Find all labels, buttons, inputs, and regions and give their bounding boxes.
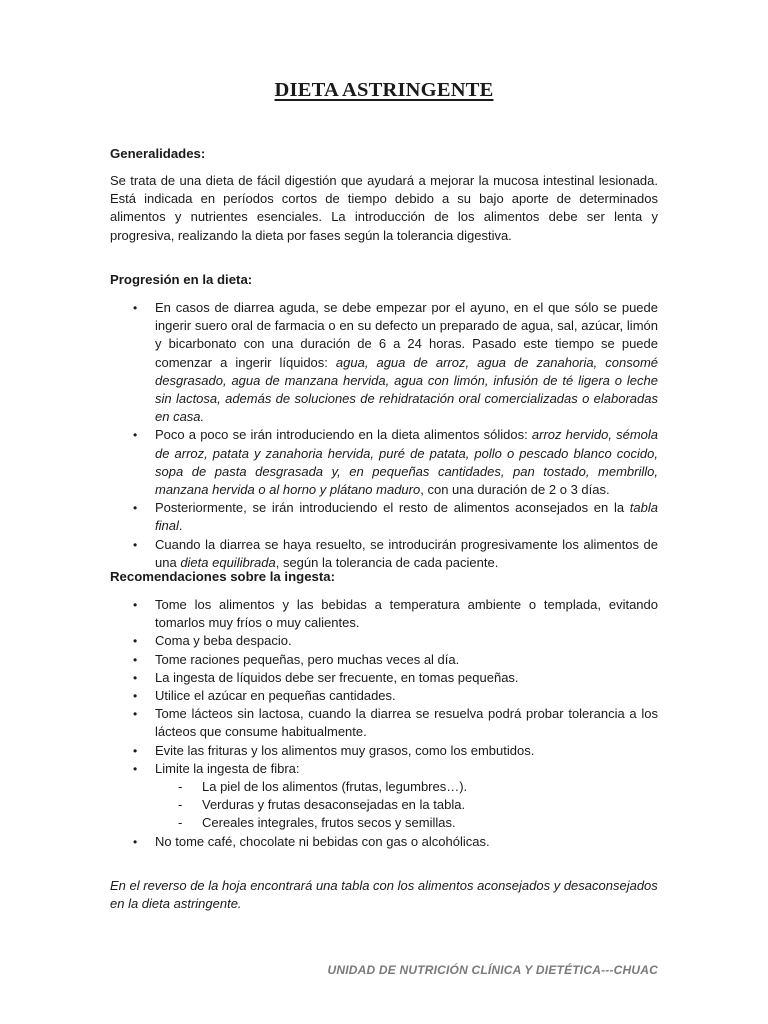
list-item (110, 687, 658, 705)
list-item (110, 499, 658, 535)
recomendaciones-list (110, 596, 658, 851)
bullet-icon: • (133, 301, 138, 315)
generalidades-text: Se trata de una dieta de fácil digestión que ayudará a mejorar la mucosa intestinal lesionada. Está indicada en períodos cortos de tiempo debido a su bajo aporte de determinados alimentos y nutrientes esenciales. La introducción de los alimentos debe ser lenta y progresiva, realizando la dieta por fases según la tolerancia digestiva. (110, 173, 658, 243)
list-item (110, 426, 658, 499)
dash-icon: - (178, 779, 183, 795)
item-italic-text: agua, agua de arroz, agua de zanahoria, consomé desgrasado, agua de manzana hervida, agua con limón, infusión de té ligera o leche sin lactosa, además de soluciones de rehidratación oral comercializadas o elaboradas en casa. (155, 354, 658, 425)
bullet-icon: • (133, 743, 138, 758)
item-text: La ingesta de líquidos debe ser frecuente, en tomas pequeñas. (155, 669, 519, 685)
heading-generalidades: Generalidades: (110, 146, 206, 161)
document-title: DIETA ASTRINGENTE (274, 79, 494, 101)
item-tail-text: , según la tolerancia de cada paciente. (275, 554, 499, 570)
item-tail-text: . (178, 518, 183, 534)
sublist-item (155, 814, 658, 832)
sublist-item (155, 796, 658, 814)
list-item (110, 651, 658, 669)
bullet-icon: • (133, 428, 138, 443)
item-text: No tome café, chocolate ni bebidas con gas o alcohólicas. (155, 833, 490, 849)
subitem-text: La piel de los alimentos (frutas, legumbres…). (202, 779, 468, 795)
reverse-note: En el reverso de la hoja encontrará una tabla con los alimentos aconsejados y desaconsejados en la dieta astringente. (110, 878, 658, 912)
item-text: Cuando la diarrea se haya resuelto, se introducirán progresivamente los alimentos de una (155, 536, 658, 570)
bullet-icon: • (133, 537, 138, 552)
bullet-icon: • (133, 670, 138, 685)
item-text: Poco a poco se irán introduciendo en la dieta alimentos sólidos: (155, 427, 532, 443)
heading-recomendaciones: Recomendaciones sobre la ingesta: (110, 569, 335, 584)
list-item (110, 669, 658, 687)
item-italic-text: arroz hervido, sémola de arroz, patata y zanahoria hervida, puré de patata, pollo o pescado blanco cocido, sopa de pasta desgrasada y, en pequeñas cantidades, pan tostado, membrillo, manzana hervida o al horno y plátano maduro (155, 427, 659, 498)
item-text: Limite la ingesta de fibra: (155, 760, 300, 776)
item-text: Utilice el azúcar en pequeñas cantidades. (155, 688, 396, 704)
sublist-item (155, 778, 658, 796)
list-item (110, 742, 658, 760)
item-italic-text: dieta equilibrada (180, 554, 276, 570)
item-text: Coma y beba despacio. (155, 633, 292, 649)
item-text: Tome raciones pequeñas, pero muchas veces al día. (155, 651, 460, 667)
list-item (110, 299, 658, 426)
bullet-icon: • (133, 634, 138, 649)
bullet-icon: • (133, 598, 138, 612)
bullet-icon: • (133, 501, 138, 516)
item-text: Tome los alimentos y las bebidas a temperatura ambiente o templada, evitando tomarlos muy fríos o muy calientes. (155, 597, 658, 631)
item-italic-text: tabla final (155, 500, 658, 534)
heading-progresion: Progresión en la dieta: (110, 272, 253, 287)
item-text: Posteriormente, se irán introduciendo el resto de alimentos aconsejados en la (155, 500, 630, 516)
bullet-icon: • (133, 689, 138, 704)
list-item (110, 760, 658, 833)
list-item (110, 632, 658, 650)
subitem-text: Verduras y frutas desaconsejadas en la tabla. (202, 797, 466, 813)
list-item (110, 705, 658, 741)
dash-icon: - (178, 797, 183, 813)
item-tail-text: , con una duración de 2 o 3 días. (420, 482, 610, 498)
item-text: Tome lácteos sin lactosa, cuando la diarrea se resuelva podrá probar tolerancia a los lácteos que consume habitualmente. (155, 706, 658, 740)
item-text: En casos de diarrea aguda, se debe empezar por el ayuno, en el que sólo se puede ingerir suero oral de farmacia o en su defecto un preparado de agua, sal, azúcar, limón y bicarbonato con una duración de 6 a 24 horas. Pasado este tiempo se puede comenzar a ingerir líquidos: (155, 300, 658, 370)
dash-icon: - (178, 815, 183, 831)
bullet-icon: • (133, 707, 138, 722)
fibra-sublist (155, 778, 658, 833)
item-text: Evite las frituras y los alimentos muy grasos, como los embutidos. (155, 742, 535, 758)
bullet-icon: • (133, 834, 138, 849)
bullet-icon: • (133, 652, 138, 667)
list-item (110, 596, 658, 632)
progresion-list (110, 299, 658, 572)
list-item (110, 536, 658, 572)
footer-unit-name: UNIDAD DE NUTRICIÓN CLÍNICA Y DIETÉTICA---CHUAC (327, 963, 658, 977)
subitem-text: Cereales integrales, frutos secos y semillas. (202, 815, 456, 831)
list-item (110, 833, 658, 851)
bullet-icon: • (133, 761, 138, 776)
